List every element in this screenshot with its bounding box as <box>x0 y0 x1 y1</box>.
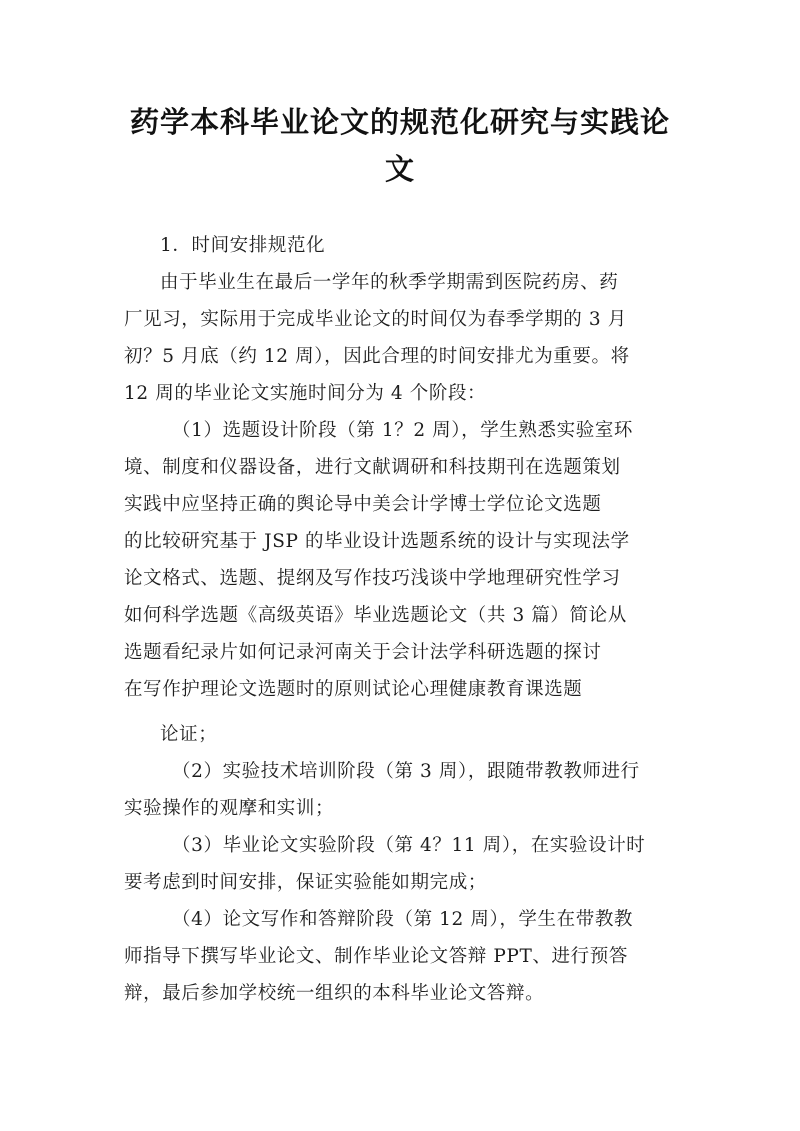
paragraph-line: 论证； <box>160 724 218 745</box>
paragraph-line: 境、制度和仪器设备，进行文献调研和科技期刊在选题策划 <box>124 457 621 478</box>
paragraph-line: 初？5 月底（约 12 周），因此合理的时间安排尤为重要。将 <box>124 346 630 367</box>
paragraph-line: 由于毕业生在最后一学年的秋季学期需到医院药房、药 <box>160 272 619 293</box>
paragraph-line: 论文格式、选题、提纲及写作技巧浅谈中学地理研究性学习 <box>124 568 621 589</box>
document-title-line-2: 文 <box>384 152 415 186</box>
paragraph-line: （2）实验技术培训阶段（第 3 周），跟随带教教师进行 <box>172 761 640 782</box>
paragraph-line: 选题看纪录片如何记录河南关于会计法学科研选题的探讨 <box>124 642 602 663</box>
section-heading: 1．时间安排规范化 <box>160 235 326 256</box>
paragraph-line: 师指导下撰写毕业论文、制作毕业论文答辩 PPT、进行预答 <box>124 946 628 967</box>
paragraph-line: 12 周的毕业论文实施时间分为 4 个阶段： <box>124 383 487 404</box>
paragraph-line: 实践中应坚持正确的舆论导中美会计学博士学位论文选题 <box>124 494 602 515</box>
paragraph-line: 如何科学选题《高级英语》毕业选题论文（共 3 篇）简论从 <box>124 605 627 626</box>
paragraph-line: （4）论文写作和答辩阶段（第 12 周），学生在带教教 <box>172 909 634 930</box>
document-title-line-1: 药学本科毕业论文的规范化研究与实践论 <box>129 105 670 139</box>
paragraph-line: （3）毕业论文实验阶段（第 4？11 周），在实验设计时 <box>172 835 646 856</box>
paragraph-line: （1）选题设计阶段（第 1？2 周），学生熟悉实验室环 <box>172 420 634 441</box>
paragraph-line: 在写作护理论文选题时的原则试论心理健康教育课选题 <box>124 679 583 700</box>
paragraph-line: 实验操作的观摩和实训； <box>124 798 335 819</box>
paragraph-line: 厂见习，实际用于完成毕业论文的时间仅为春季学期的 3 月 <box>124 309 627 330</box>
paragraph-line: 要考虑到时间安排，保证实验能如期完成； <box>124 872 487 893</box>
paragraph-line: 辩，最后参加学校统一组织的本科毕业论文答辩。 <box>124 983 545 1004</box>
paragraph-line: 的比较研究基于 JSP 的毕业设计选题系统的设计与实现法学 <box>124 531 630 552</box>
